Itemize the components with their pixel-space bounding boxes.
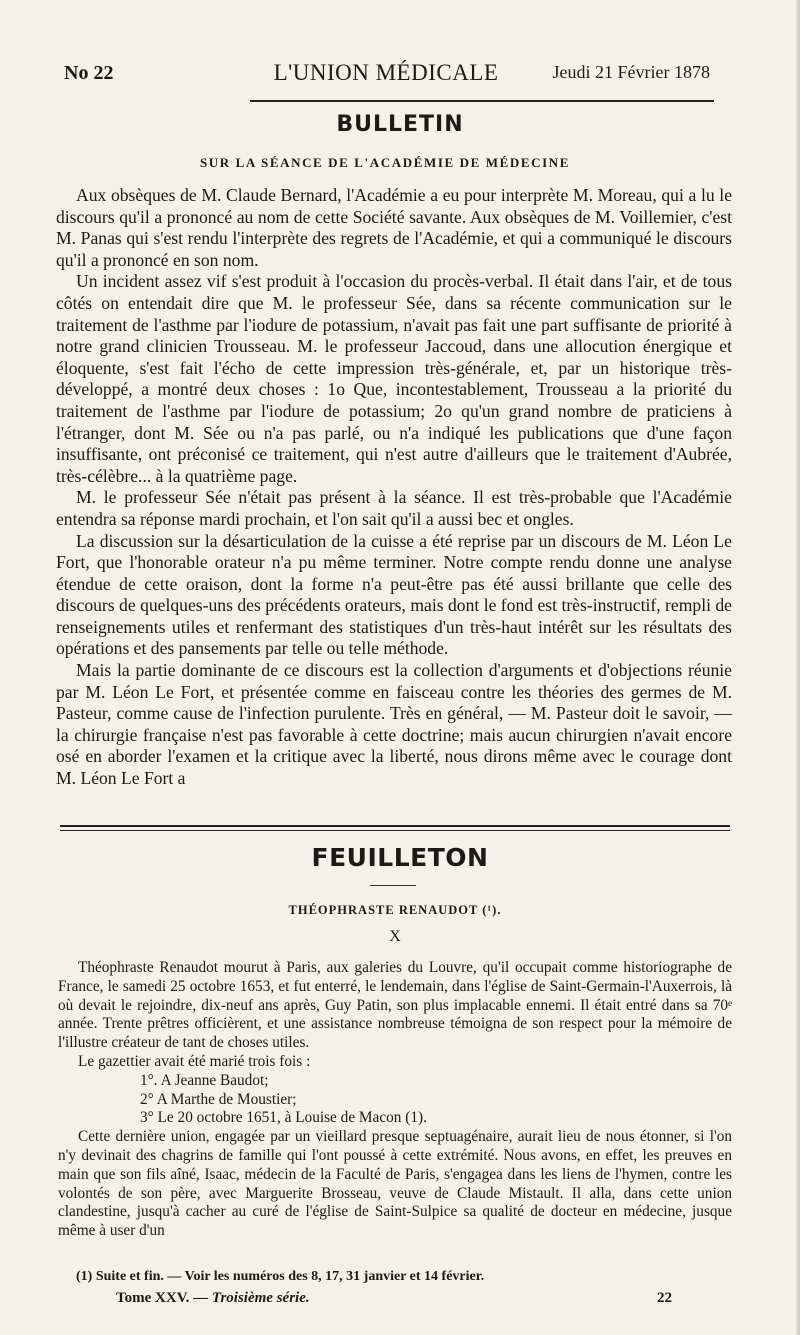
page-footer	[76, 1290, 672, 1312]
title-underline	[370, 885, 416, 886]
feuilleton-author: THÉOPHRASTE RENAUDOT (¹).	[288, 903, 502, 917]
marriage-list	[58, 1072, 732, 1128]
section-divider	[60, 825, 730, 827]
list-item: 2° A Marthe de Moustier;	[140, 1090, 297, 1108]
feuilleton-paragraph: Théophraste Renaudot mourut à Paris, aux galeries du Louvre, qu'il occupait comme historiographe de France, le samedi 25 octobre 1653, et fut enterré, le lendemain, dans l'église de Saint-Germain-l'Auxerrois, là où devait le rejoindre, dix-neuf ans après, Guy Patin, son plus implacable ennemi. Il était entré dans sa 70ᵉ année. Trente prêtres officièrent, et une assistance nombreuse témoigna de son respect pour la mémoire de l'illustre créateur de tant de choses utiles.	[58, 959, 732, 1052]
bulletin-paragraph: Un incident assez vif s'est produit à l'occasion du procès-verbal. Il était dans l'air, et de tous côtés on entendait dire que M. le professeur Sée, dans sa récente communication sur le traitement de l'asthme par l'iodure de potassium, n'avait pas fait une part suffisante de priorité à notre grand clinicien Trousseau. M. le professeur Jaccoud, dans une allocution énergique et éloquente, s'est fait l'écho de cette impression très-générale, et, par un historique très-développé, a montré deux choses : 1o Que, incontestablement, Trousseau a la priorité du traitement de l'asthme par l'iodure de potassium; 2o qu'un grand nombre de praticiens à l'étranger, dont M. Sée ou n'a pas parlé, ou n'a indiqué les publications que d'une façon insuffisante, ont préconisé ce traitement, qui n'est autre d'ailleurs que le traitement d'Aubrée, très-célèbre... à la quatrième page.	[56, 271, 732, 486]
bulletin-paragraph: M. le professeur Sée n'était pas présent à la séance. Il est très-probable que l'Académie entendra sa réponse mardi prochain, et l'on sait qu'il a aussi bec et ongles.	[56, 487, 732, 529]
bulletin-subtitle: SUR LA SÉANCE DE L'ACADÉMIE DE MÉDECINE	[199, 155, 571, 170]
section-divider-thin	[60, 830, 730, 831]
volume-info	[116, 1290, 310, 1307]
page-edge	[796, 0, 800, 1335]
issue-number: No 22	[64, 62, 114, 84]
list-item: 1°. A Jeanne Baudot;	[140, 1071, 269, 1089]
series-label: Troisième série.	[211, 1290, 310, 1306]
header-rule	[250, 100, 714, 102]
bulletin-body	[56, 185, 732, 790]
bulletin-paragraph: La discussion sur la désarticulation de la cuisse a été reprise par un discours de M. Léon Le Fort, que l'honorable orateur n'a pu même terminer. Notre compte rendu donne une analyse étendue de cette oraison, dont la forme n'a peut-être pas été aussi brillante que celle des discours de quelques-uns des précédents orateurs, mais dont le fond est très-instructif, rempli de renseignements utiles et renfermant des statistiques d'un très-haut intérêt sur les résultats des opérations et des pansements par telle ou telle méthode.	[56, 530, 732, 659]
issue-date: Jeudi 21 Février 1878	[552, 62, 710, 82]
chapter-number: X	[389, 928, 401, 945]
footnote: (1) Suite et fin. — Voir les numéros des 8, 17, 31 janvier et 14 février.	[76, 1269, 485, 1284]
running-head	[58, 58, 714, 88]
feuilleton-title: FEUILLETON	[311, 843, 489, 872]
feuilleton-body	[58, 959, 732, 1241]
page-number: 22	[657, 1290, 672, 1306]
feuilleton-paragraph: Cette dernière union, engagée par un vieillard presque septuagénaire, aurait lieu de nous étonner, si l'on n'y devinait des chagrins de famille qui l'ont poussé à cette extrémité. Nous avons, en effet, les preuves en main que son fils aîné, Isaac, médecin de la Faculté de Paris, s'engagea dans les liens de l'hymen, contre les volontés de son père, avec Marguerite Brosseau, veuve de Claude Mistault. Il alla, dans cette union clandestine, jusqu'à cacher au curé de l'église de Saint-Sulpice sa qualité de docteur en médecine, jusque même à user d'un	[58, 1128, 732, 1240]
bulletin-title: BULLETIN	[336, 112, 464, 137]
journal-title: L'UNION MÉDICALE	[273, 60, 499, 85]
list-item: 3° Le 20 octobre 1651, à Louise de Macon (1).	[140, 1109, 427, 1127]
feuilleton-paragraph: Le gazettier avait été marié trois fois :	[78, 1052, 311, 1070]
tome-label: Tome XXV. —	[116, 1290, 209, 1306]
bulletin-paragraph: Aux obsèques de M. Claude Bernard, l'Académie a eu pour interprète M. Moreau, qui a lu le discours qu'il a prononcé au nom de cette Société savante. Aux obsèques de M. Voillemier, c'est M. Panas qui s'est rendu l'interprète des regrets de l'Académie, et qui a communiqué le discours qu'il a prononcé en son nom.	[56, 185, 732, 270]
bulletin-paragraph: Mais la partie dominante de ce discours est la collection d'arguments et d'objections réunie par M. Léon Le Fort, et présentée comme en faisceau contre les théories des germes de M. Pasteur, comme cause de l'infection purulente. Très en général, — M. Pasteur doit le savoir, — la chirurgie française n'est pas favorable à cette doctrine; mais aucun chirurgien n'avait encore osé en aborder l'examen et la critique avec la liberté, nous dirons même avec le courage dont M. Léon Le Fort a	[56, 660, 732, 789]
